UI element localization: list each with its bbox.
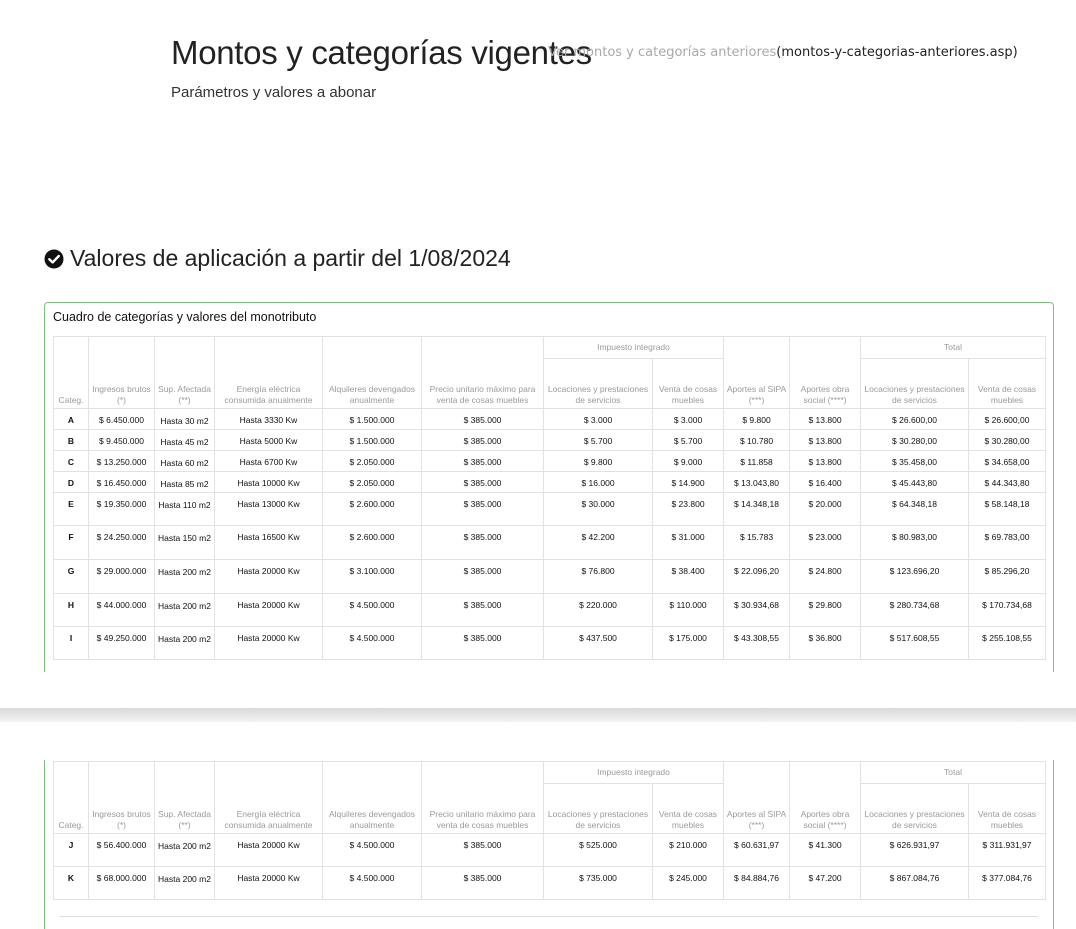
previous-amounts-link[interactable] bbox=[548, 44, 1018, 60]
page-subtitle: Parámetros y valores a abonar bbox=[171, 84, 377, 101]
column-header: Locaciones y prestaciones de servicios bbox=[861, 784, 969, 834]
table-cell: $ 76.800 bbox=[544, 560, 653, 594]
table-cell: $ 385.000 bbox=[422, 627, 544, 660]
header-group-row bbox=[54, 762, 1046, 784]
table-cell: $ 60.631,97 bbox=[724, 834, 790, 867]
table-cell: $ 41.300 bbox=[790, 834, 861, 867]
column-header: Categ. bbox=[54, 337, 89, 409]
table-cell: $ 13.800 bbox=[790, 409, 861, 430]
table-cell: $ 385.000 bbox=[422, 472, 544, 493]
table-cell: $ 385.000 bbox=[422, 409, 544, 430]
table-cell: $ 26.600,00 bbox=[969, 409, 1046, 430]
table-cell: K bbox=[54, 867, 89, 900]
table-cell: $ 13.043,80 bbox=[724, 472, 790, 493]
table-row bbox=[54, 867, 1046, 900]
total-header: Total bbox=[861, 762, 1046, 784]
table-cell: $ 377.084,76 bbox=[969, 867, 1046, 900]
table-cell: H bbox=[54, 594, 89, 627]
table-cell: $ 22.096,20 bbox=[724, 560, 790, 594]
table-cell: $ 34.658,00 bbox=[969, 451, 1046, 472]
column-header: Aportes al SIPA (***) bbox=[724, 762, 790, 834]
table-cell: $ 29.000.000 bbox=[89, 560, 155, 594]
table-cell: $ 123.696,20 bbox=[861, 560, 969, 594]
table-cell: $ 170.734,68 bbox=[969, 594, 1046, 627]
table-cell: J bbox=[54, 834, 89, 867]
table-cell: Hasta 110 m2 bbox=[155, 493, 215, 526]
table-cell: $ 30.280,00 bbox=[861, 430, 969, 451]
table-cell: Hasta 20000 Kw bbox=[215, 834, 323, 867]
table-cell: $ 385.000 bbox=[422, 834, 544, 867]
table-cell: $ 9.800 bbox=[724, 409, 790, 430]
table-cell: $ 45.443,80 bbox=[861, 472, 969, 493]
column-header: Alquileres devengados anualmente bbox=[323, 762, 422, 834]
table-cell: $ 13.250.000 bbox=[89, 451, 155, 472]
column-header: Aportes al SIPA (***) bbox=[724, 337, 790, 409]
table-cell: Hasta 200 m2 bbox=[155, 560, 215, 594]
table-cell: $ 30.934,68 bbox=[724, 594, 790, 627]
categories-table bbox=[53, 336, 1046, 660]
table-cell: Hasta 45 m2 bbox=[155, 430, 215, 451]
table-cell: $ 10.780 bbox=[724, 430, 790, 451]
table-cell: $ 13.800 bbox=[790, 430, 861, 451]
table-cell: $ 245.000 bbox=[653, 867, 724, 900]
table-cell: $ 385.000 bbox=[422, 493, 544, 526]
table-cell: Hasta 200 m2 bbox=[155, 867, 215, 900]
table-cell: $ 385.000 bbox=[422, 560, 544, 594]
table-cell: $ 23.000 bbox=[790, 526, 861, 560]
table-cell: $ 11.858 bbox=[724, 451, 790, 472]
column-header: Venta de cosas muebles bbox=[969, 359, 1046, 409]
table-row bbox=[54, 627, 1046, 660]
table-cell: $ 30.000 bbox=[544, 493, 653, 526]
table-cell: $ 84.884,76 bbox=[724, 867, 790, 900]
column-header: Locaciones y prestaciones de servicios bbox=[544, 359, 653, 409]
table-cell: $ 1.500.000 bbox=[323, 430, 422, 451]
table-cell: $ 5.700 bbox=[544, 430, 653, 451]
table-cell: $ 14.348,18 bbox=[724, 493, 790, 526]
table-cell: $ 4.500.000 bbox=[323, 594, 422, 627]
total-header: Total bbox=[861, 337, 1046, 359]
table-cell: $ 385.000 bbox=[422, 594, 544, 627]
table-cell: $ 23.800 bbox=[653, 493, 724, 526]
table-cell: $ 385.000 bbox=[422, 430, 544, 451]
table-cell: Hasta 60 m2 bbox=[155, 451, 215, 472]
table-cell: $ 626.931,97 bbox=[861, 834, 969, 867]
table-cell: $ 280.734,68 bbox=[861, 594, 969, 627]
table-cell: $ 31.000 bbox=[653, 526, 724, 560]
table-caption: Cuadro de categorías y valores del monotributo bbox=[53, 310, 317, 324]
table-cell: D bbox=[54, 472, 89, 493]
table-row bbox=[54, 594, 1046, 627]
table-cell: Hasta 3330 Kw bbox=[215, 409, 323, 430]
table-cell: $ 69.783,00 bbox=[969, 526, 1046, 560]
table-cell: Hasta 5000 Kw bbox=[215, 430, 323, 451]
column-header: Venta de cosas muebles bbox=[653, 359, 724, 409]
table-cell: A bbox=[54, 409, 89, 430]
table-row bbox=[54, 526, 1046, 560]
table-row bbox=[54, 493, 1046, 526]
check-circle-icon bbox=[44, 249, 64, 269]
table-cell: $ 35.458,00 bbox=[861, 451, 969, 472]
table-cell: $ 24.250.000 bbox=[89, 526, 155, 560]
column-header: Precio unitario máximo para venta de cosas muebles bbox=[422, 337, 544, 409]
column-header: Precio unitario máximo para venta de cosas muebles bbox=[422, 762, 544, 834]
table-cell: $ 867.084,76 bbox=[861, 867, 969, 900]
table-cell: $ 3.000 bbox=[653, 409, 724, 430]
table-cell: $ 38.400 bbox=[653, 560, 724, 594]
table-cell: $ 517.608,55 bbox=[861, 627, 969, 660]
column-header: Energía eléctrica consumida anualmente bbox=[215, 337, 323, 409]
table-cell: $ 385.000 bbox=[422, 867, 544, 900]
table-cell: Hasta 20000 Kw bbox=[215, 627, 323, 660]
table-cell: $ 68.000.000 bbox=[89, 867, 155, 900]
column-header: Locaciones y prestaciones de servicios bbox=[544, 784, 653, 834]
table-row bbox=[54, 451, 1046, 472]
table-cell: $ 2.050.000 bbox=[323, 472, 422, 493]
table-row bbox=[54, 834, 1046, 867]
table-cell: Hasta 16500 Kw bbox=[215, 526, 323, 560]
card-bottom-rule bbox=[60, 916, 1038, 917]
table-cell: $ 255.108,55 bbox=[969, 627, 1046, 660]
column-header: Aportes obra social (****) bbox=[790, 337, 861, 409]
table-cell: $ 80.983,00 bbox=[861, 526, 969, 560]
previous-amounts-link-text[interactable]: Ver montos y categorías anteriores bbox=[548, 45, 777, 60]
column-header: Sup. Afectada (**) bbox=[155, 337, 215, 409]
column-header: Ingresos brutos (*) bbox=[89, 762, 155, 834]
section-heading-text: Valores de aplicación a partir del 1/08/2024 bbox=[70, 245, 511, 271]
table-cell: Hasta 20000 Kw bbox=[215, 594, 323, 627]
table-cell: $ 16.000 bbox=[544, 472, 653, 493]
table-cell: $ 44.343,80 bbox=[969, 472, 1046, 493]
table-cell: $ 85.296,20 bbox=[969, 560, 1046, 594]
table-cell: $ 16.450.000 bbox=[89, 472, 155, 493]
column-header: Ingresos brutos (*) bbox=[89, 337, 155, 409]
table-cell: $ 220.000 bbox=[544, 594, 653, 627]
table-cell: $ 13.800 bbox=[790, 451, 861, 472]
table-cell: Hasta 150 m2 bbox=[155, 526, 215, 560]
table-cell: $ 3.000 bbox=[544, 409, 653, 430]
table-cell: $ 385.000 bbox=[422, 526, 544, 560]
table-cell: Hasta 6700 Kw bbox=[215, 451, 323, 472]
table-cell: G bbox=[54, 560, 89, 594]
table-cell: $ 24.800 bbox=[790, 560, 861, 594]
column-header: Aportes obra social (****) bbox=[790, 762, 861, 834]
table-cell: $ 210.000 bbox=[653, 834, 724, 867]
table-cell: $ 29.800 bbox=[790, 594, 861, 627]
table-cell: $ 4.500.000 bbox=[323, 627, 422, 660]
table-cell: $ 4.500.000 bbox=[323, 834, 422, 867]
table-cell: $ 4.500.000 bbox=[323, 867, 422, 900]
table-cell: $ 735.000 bbox=[544, 867, 653, 900]
table-cell: Hasta 20000 Kw bbox=[215, 867, 323, 900]
table-cell: B bbox=[54, 430, 89, 451]
table-row bbox=[54, 560, 1046, 594]
table-cell: I bbox=[54, 627, 89, 660]
table-cell: $ 19.350.000 bbox=[89, 493, 155, 526]
table-cell: Hasta 10000 Kw bbox=[215, 472, 323, 493]
table-row bbox=[54, 430, 1046, 451]
impuesto-integrado-header: Impuesto integrado bbox=[544, 337, 724, 359]
table-cell: $ 15.783 bbox=[724, 526, 790, 560]
table-cell: $ 16.400 bbox=[790, 472, 861, 493]
table-cell: $ 26.600,00 bbox=[861, 409, 969, 430]
table-cell: $ 42.200 bbox=[544, 526, 653, 560]
table-cell: E bbox=[54, 493, 89, 526]
table-cell: Hasta 200 m2 bbox=[155, 627, 215, 660]
table-cell: Hasta 13000 Kw bbox=[215, 493, 323, 526]
table-row bbox=[54, 409, 1046, 430]
table-cell: $ 175.000 bbox=[653, 627, 724, 660]
table-cell: Hasta 200 m2 bbox=[155, 594, 215, 627]
table-cell: $ 2.600.000 bbox=[323, 526, 422, 560]
previous-amounts-link-url[interactable]: (montos-y-categorias-anteriores.asp) bbox=[776, 45, 1018, 60]
table-cell: $ 56.400.000 bbox=[89, 834, 155, 867]
page-divider bbox=[0, 708, 1076, 722]
impuesto-integrado-header: Impuesto integrado bbox=[544, 762, 724, 784]
section-heading bbox=[44, 245, 511, 272]
table-cell: $ 20.000 bbox=[790, 493, 861, 526]
table-cell: $ 2.600.000 bbox=[323, 493, 422, 526]
table-cell: $ 43.308,55 bbox=[724, 627, 790, 660]
column-header: Alquileres devengados anualmente bbox=[323, 337, 422, 409]
table-cell: $ 9.000 bbox=[653, 451, 724, 472]
table-cell: $ 437.500 bbox=[544, 627, 653, 660]
page-title: Montos y categorías vigentes bbox=[171, 34, 592, 71]
table-cell: $ 311.931,97 bbox=[969, 834, 1046, 867]
table-cell: $ 49.250.000 bbox=[89, 627, 155, 660]
header-group-row bbox=[54, 337, 1046, 359]
column-header: Categ. bbox=[54, 762, 89, 834]
table-cell: $ 3.100.000 bbox=[323, 560, 422, 594]
column-header: Locaciones y prestaciones de servicios bbox=[861, 359, 969, 409]
column-header: Venta de cosas muebles bbox=[969, 784, 1046, 834]
table-cell: $ 1.500.000 bbox=[323, 409, 422, 430]
table-row bbox=[54, 472, 1046, 493]
categories-table-continued bbox=[53, 761, 1046, 900]
table-cell: Hasta 20000 Kw bbox=[215, 560, 323, 594]
table-cell: $ 47.200 bbox=[790, 867, 861, 900]
table-cell: Hasta 30 m2 bbox=[155, 409, 215, 430]
table-cell: $ 2.050.000 bbox=[323, 451, 422, 472]
table-cell: Hasta 85 m2 bbox=[155, 472, 215, 493]
table-cell: $ 64.348,18 bbox=[861, 493, 969, 526]
table-cell: $ 9.800 bbox=[544, 451, 653, 472]
column-header: Venta de cosas muebles bbox=[653, 784, 724, 834]
table-cell: F bbox=[54, 526, 89, 560]
table-cell: $ 14.900 bbox=[653, 472, 724, 493]
column-header: Energía eléctrica consumida anualmente bbox=[215, 762, 323, 834]
table-cell: $ 9.450.000 bbox=[89, 430, 155, 451]
table-cell: $ 44.000.000 bbox=[89, 594, 155, 627]
table-cell: $ 110.000 bbox=[653, 594, 724, 627]
table-cell: $ 6.450.000 bbox=[89, 409, 155, 430]
table-cell: $ 30.280,00 bbox=[969, 430, 1046, 451]
table-cell: C bbox=[54, 451, 89, 472]
table-cell: $ 36.800 bbox=[790, 627, 861, 660]
table-cell: Hasta 200 m2 bbox=[155, 834, 215, 867]
table-cell: $ 5.700 bbox=[653, 430, 724, 451]
table-cell: $ 385.000 bbox=[422, 451, 544, 472]
column-header: Sup. Afectada (**) bbox=[155, 762, 215, 834]
table-cell: $ 58.148,18 bbox=[969, 493, 1046, 526]
table-cell: $ 525.000 bbox=[544, 834, 653, 867]
